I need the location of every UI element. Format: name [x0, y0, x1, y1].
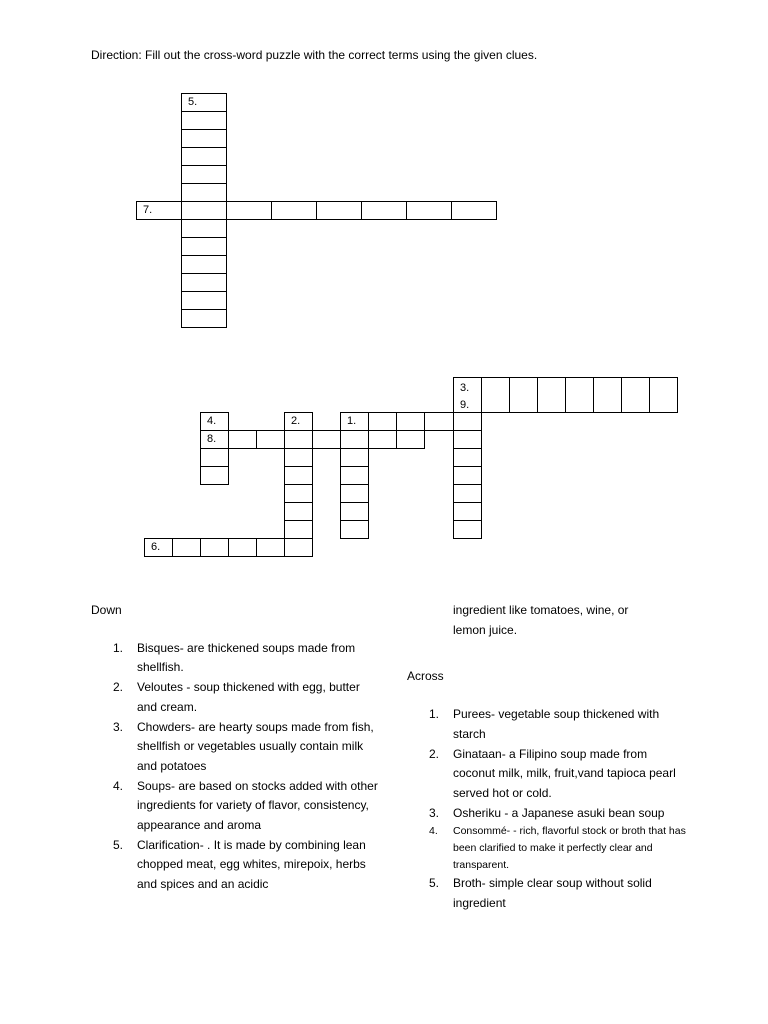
crossword-cell[interactable] [228, 538, 257, 557]
crossword-cell[interactable]: 2. [284, 412, 313, 431]
clue-item [91, 639, 381, 678]
crossword-cell[interactable] [181, 255, 227, 274]
crossword-cell[interactable] [312, 430, 341, 449]
clue-number: 1. [113, 640, 124, 655]
crossword-cell[interactable] [340, 484, 369, 503]
crossword-cell[interactable] [453, 484, 482, 503]
crossword-cell[interactable] [284, 448, 313, 467]
crossword-cell[interactable] [340, 448, 369, 467]
crossword-cell[interactable] [481, 377, 510, 413]
clue-item [91, 678, 381, 717]
across-column [407, 601, 687, 914]
clue-number: 2. [429, 746, 440, 761]
crossword-cell[interactable] [284, 538, 313, 557]
crossword-cell[interactable] [340, 466, 369, 485]
crossword-cell[interactable] [509, 377, 538, 413]
crossword-cell[interactable] [316, 201, 362, 220]
crossword-cell[interactable] [181, 111, 227, 130]
down-clues [91, 601, 381, 895]
crossword-cell[interactable] [284, 466, 313, 485]
crossword-cell[interactable] [181, 273, 227, 292]
across-list [407, 705, 687, 914]
crossword-cell[interactable] [200, 466, 229, 485]
clue-text: Consommé- - rich, flavorful stock or broth that has been clarified to make it perfectly clear and transparent. [453, 825, 686, 872]
crossword-cell[interactable] [256, 430, 285, 449]
crossword-cell[interactable] [396, 430, 425, 449]
clue-text: Chowders- are hearty soups made from fish, shellfish or vegetables usually contain milk and potatoes [137, 719, 374, 773]
down-heading: Down [91, 603, 122, 617]
crossword-cell[interactable] [284, 502, 313, 521]
clue-number: 4. [429, 825, 438, 838]
crossword-cell[interactable] [340, 520, 369, 539]
crossword-cell[interactable] [537, 377, 566, 413]
crossword-cell[interactable] [406, 201, 452, 220]
clue-number: 3. [429, 805, 440, 820]
crossword-cell[interactable] [284, 430, 313, 449]
crossword-cell[interactable] [181, 291, 227, 310]
clue-number: 3. [460, 382, 470, 394]
crossword-cell[interactable] [181, 147, 227, 166]
crossword-cell[interactable] [453, 377, 482, 413]
crossword-cell[interactable] [256, 538, 285, 557]
clue-number: 4. [113, 778, 124, 793]
crossword-cell[interactable] [396, 412, 425, 431]
crossword-cell[interactable] [181, 237, 227, 256]
crossword-cell[interactable] [368, 430, 397, 449]
clue-text: Bisques- are thickened soups made from shellfish. [137, 640, 356, 675]
crossword-cell[interactable] [340, 430, 369, 449]
clue-number: 5. [429, 876, 440, 891]
clue-text: Ginataan- a Filipino soup made from coconut milk, milk, fruit,vand tapioca pearl served hot or cold. [453, 746, 676, 800]
crossword-cell[interactable] [453, 520, 482, 539]
down-clue-continuation: ingredient like tomatoes, wine, or lemon juice. [453, 603, 629, 637]
crossword-cell[interactable] [228, 430, 257, 449]
crossword-cell[interactable] [565, 377, 594, 413]
crossword-cell[interactable] [621, 377, 650, 413]
crossword-cell[interactable] [649, 377, 678, 413]
direction-text: Direction: Fill out the cross-word puzzle with the correct terms using the given clues. [91, 48, 538, 62]
crossword-cell[interactable] [200, 538, 229, 557]
crossword-cell[interactable] [181, 219, 227, 238]
clue-item [91, 836, 381, 895]
crossword-cell[interactable] [593, 377, 622, 413]
crossword-cell[interactable]: 8. [200, 430, 229, 449]
clue-item [407, 874, 687, 913]
crossword-cell[interactable] [181, 129, 227, 148]
clue-item [91, 777, 381, 836]
crossword-cell[interactable] [361, 201, 407, 220]
crossword-cell[interactable] [181, 165, 227, 184]
clue-item [407, 804, 687, 824]
crossword-cell[interactable] [453, 412, 482, 431]
clue-text: Purees- vegetable soup thickened with starch [453, 707, 660, 741]
crossword-cell[interactable] [424, 412, 454, 431]
clue-item [407, 705, 687, 744]
crossword-cell[interactable] [271, 201, 317, 220]
crossword-cell[interactable] [368, 412, 397, 431]
clue-number: 1. [429, 707, 440, 722]
crossword-cell[interactable]: 7. [136, 201, 182, 220]
crossword-cell[interactable] [181, 309, 227, 328]
clue-number: 2. [113, 680, 124, 695]
crossword-cell[interactable]: 1. [340, 412, 369, 431]
clue-item [91, 718, 381, 777]
crossword-cell[interactable] [226, 201, 272, 220]
clue-text: Osheriku - a Japanese asuki bean soup [453, 805, 665, 820]
crossword-cell[interactable]: 5. [181, 93, 227, 112]
crossword-cell[interactable] [453, 466, 482, 485]
crossword-cell[interactable] [453, 502, 482, 521]
crossword-cell[interactable] [453, 448, 482, 467]
clue-number: 5. [113, 837, 124, 852]
crossword-cell[interactable] [172, 538, 201, 557]
crossword-cell[interactable] [451, 201, 497, 220]
crossword-cell[interactable] [284, 520, 313, 539]
crossword-cell[interactable] [181, 201, 227, 220]
clue-text: Broth- simple clear soup without solid ingredient [453, 876, 652, 911]
clue-text: Clarification- . It is made by combining lean chopped meat, egg whites, mirepoix, herbs and spices and an acidic [137, 837, 366, 892]
crossword-cell[interactable] [284, 484, 313, 503]
clue-number: 3. [113, 719, 124, 734]
down-list [91, 639, 381, 895]
crossword-cell[interactable]: 4. [200, 412, 229, 431]
clue-number: 9. [460, 399, 470, 411]
clue-item [407, 745, 687, 804]
clue-text: Soups- are based on stocks added with other ingredients for variety of flavor, consistency, appearance and aroma [137, 778, 378, 833]
crossword-cell[interactable] [200, 448, 229, 467]
crossword-cell[interactable]: 6. [144, 538, 173, 557]
clue-item [407, 823, 687, 874]
across-heading: Across [407, 669, 444, 684]
crossword-cell[interactable] [181, 183, 227, 202]
crossword-cell[interactable] [453, 430, 482, 449]
crossword-cell[interactable] [340, 502, 369, 521]
clue-text: Veloutes - soup thickened with egg, butter and cream. [137, 680, 360, 714]
